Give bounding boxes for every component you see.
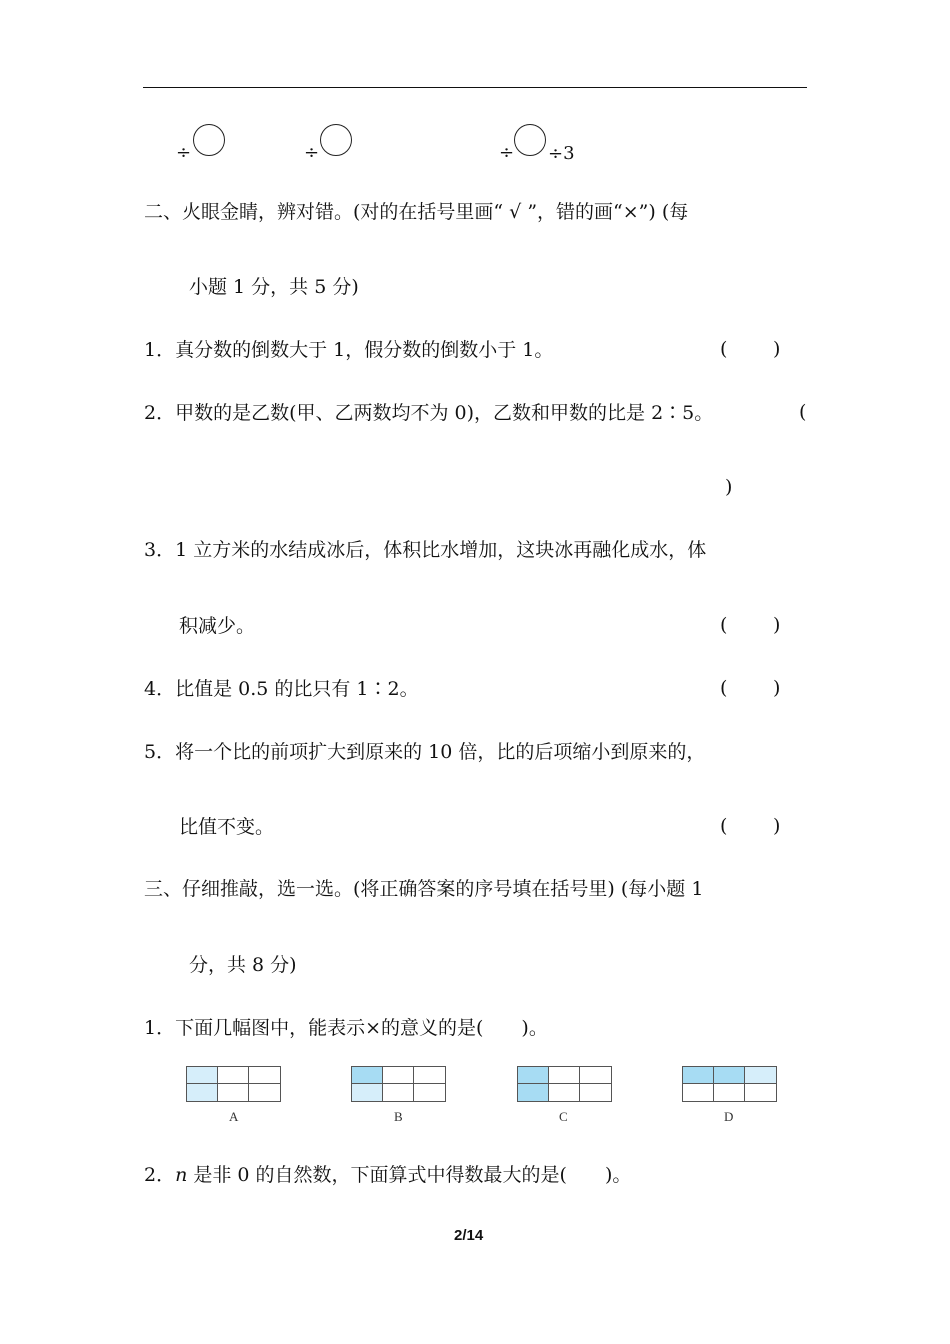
header-rule <box>143 87 807 88</box>
page-number <box>454 1227 483 1244</box>
answer-paren-close: ) <box>725 476 733 498</box>
grid-cell <box>352 1067 383 1084</box>
divide-sign-2: ÷ <box>304 142 320 163</box>
s2-question-4: 4．比值是 0.5 的比只有 1∶2。 <box>144 678 419 700</box>
option-b-grid[interactable] <box>351 1066 446 1102</box>
answer-paren-close: ) <box>773 677 781 699</box>
grid-cell <box>518 1067 549 1084</box>
option-c-grid[interactable] <box>517 1066 612 1102</box>
s2-question-5-line1: 5．将一个比的前项扩大到原来的 10 倍，比的后项缩小到原来的， <box>144 741 706 763</box>
grid-cell <box>187 1067 218 1084</box>
answer-paren-open: ( <box>720 338 728 360</box>
grid-cell <box>383 1067 414 1084</box>
grid-cell <box>383 1084 414 1101</box>
grid-cell <box>249 1084 280 1101</box>
s2-question-5-line2: 比值不变。 <box>179 816 275 838</box>
grid-cell <box>414 1084 445 1101</box>
answer-paren-close: ) <box>773 338 781 360</box>
s2-question-3-line1: 3．1 立方米的水结成冰后，体积比水增加，这块冰再融化成水，体 <box>144 539 707 561</box>
grid-cell <box>249 1067 280 1084</box>
answer-paren-open: ( <box>799 401 807 423</box>
grid-cell <box>683 1067 714 1084</box>
answer-circle-2[interactable] <box>320 124 352 156</box>
grid-cell <box>218 1084 249 1101</box>
grid-cell <box>549 1067 580 1084</box>
grid-cell <box>580 1067 611 1084</box>
divide-sign-1: ÷ <box>176 142 192 163</box>
grid-cell <box>352 1084 383 1101</box>
page-total: 14 <box>466 1227 484 1244</box>
grid-cell <box>414 1067 445 1084</box>
answer-circle-1[interactable] <box>193 124 225 156</box>
s2-question-1: 1．真分数的倒数大于 1，假分数的倒数小于 1。 <box>144 339 554 361</box>
grid-cell <box>745 1067 776 1084</box>
s3-q2-variable: n <box>175 1164 188 1186</box>
section2-heading-line2: 小题 1 分，共 5 分) <box>189 276 359 298</box>
option-a-grid[interactable] <box>186 1066 281 1102</box>
s3-question-2 <box>144 1163 631 1187</box>
grid-cell <box>218 1067 249 1084</box>
grid-cell <box>714 1084 745 1101</box>
option-d-grid[interactable] <box>682 1066 777 1102</box>
section3-heading-line2: 分，共 8 分) <box>189 954 297 976</box>
answer-paren-open: ( <box>720 815 728 837</box>
grid-cell <box>580 1084 611 1101</box>
divide-by-three: ÷3 <box>548 143 575 164</box>
page-current: 2 <box>454 1227 463 1244</box>
section2-heading-line1: 二、火眼金睛，辨对错。(对的在括号里画“ √ ”，错的画“×”) (每 <box>144 201 689 223</box>
answer-circle-3[interactable] <box>514 124 546 156</box>
grid-cell <box>518 1084 549 1101</box>
option-a-label: A <box>229 1109 239 1124</box>
s2-question-3-line2: 积减少。 <box>179 615 256 637</box>
s3-question-1: 1．下面几幅图中，能表示×的意义的是( )。 <box>144 1017 548 1039</box>
answer-paren-close: ) <box>773 614 781 636</box>
s3-q2-number: 2． <box>144 1164 176 1186</box>
s3-q2-text: 是非 0 的自然数，下面算式中得数最大的是( )。 <box>187 1164 632 1186</box>
option-c-label: C <box>559 1109 568 1124</box>
grid-cell <box>549 1084 580 1101</box>
grid-cell <box>714 1067 745 1084</box>
grid-cell <box>683 1084 714 1101</box>
divide-sign-3: ÷ <box>499 142 515 163</box>
answer-paren-open: ( <box>720 677 728 699</box>
page-separator: / <box>462 1227 467 1244</box>
option-b-label: B <box>394 1109 403 1124</box>
section3-heading-line1: 三、仔细推敲，选一选。(将正确答案的序号填在括号里) (每小题 1 <box>144 878 704 900</box>
option-d-label: D <box>724 1109 734 1124</box>
s2-question-2: 2．甲数的是乙数(甲、乙两数均不为 0)，乙数和甲数的比是 2∶5。 <box>144 402 714 424</box>
answer-paren-close: ) <box>773 815 781 837</box>
grid-cell <box>187 1084 218 1101</box>
grid-cell <box>745 1084 776 1101</box>
answer-paren-open: ( <box>720 614 728 636</box>
